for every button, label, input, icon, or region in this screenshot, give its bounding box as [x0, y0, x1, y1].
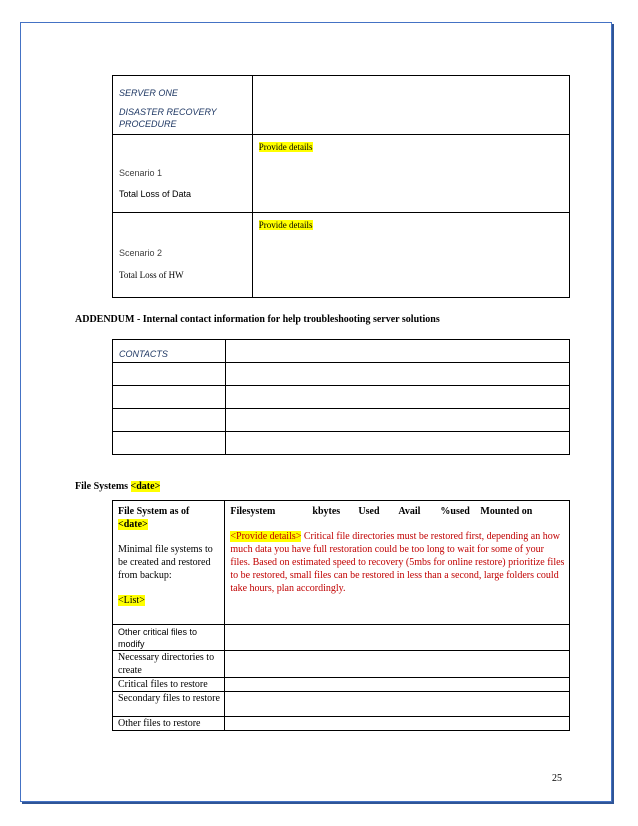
- row-secondary-files: [113, 692, 225, 717]
- server-recovery-table: [112, 75, 570, 298]
- file-system-details-cell: [225, 501, 570, 625]
- row-value: [225, 678, 570, 692]
- contacts-table: [112, 339, 570, 455]
- contact-row-value: [225, 386, 569, 409]
- scenario1-label: Scenario 1: [119, 168, 163, 178]
- file-systems-table: [112, 500, 570, 731]
- server-title-cell: [113, 76, 253, 135]
- scenario2-label: Scenario 2: [119, 248, 163, 258]
- scenario1-cell: [113, 135, 253, 213]
- provide-details-tag: <Provide details>: [230, 531, 302, 542]
- scenario2-details: Provide details: [258, 220, 313, 230]
- col-mounted-on: Mounted on: [480, 506, 533, 517]
- contact-row-name: [113, 432, 226, 455]
- procedure-title-line2: PROCEDURE: [119, 119, 177, 129]
- scenario2-cell: [113, 213, 253, 298]
- list-placeholder: <List>: [118, 595, 145, 606]
- col-used-pct: %used: [440, 506, 470, 517]
- contacts-header: CONTACTS: [119, 349, 168, 359]
- scenario1-details: Provide details: [258, 142, 313, 152]
- row-label: Critical files to restore: [118, 679, 208, 690]
- scenario2-details-cell: [252, 213, 569, 298]
- contact-row-value: [225, 432, 569, 455]
- details-text: Critical file directories must be restored first, depending an how much data you have full restoration could be too long to wait for some of your files. Based on estimated speed to recovery (5mbs for online restore) prioritize files to be restored, small files can be restored in less than a second, large folders could take hours, plan accordingly.: [230, 531, 565, 594]
- row-value: [225, 717, 570, 731]
- contact-row-name: [113, 363, 226, 386]
- row-critical-files: [113, 678, 225, 692]
- contact-row-value: [225, 409, 569, 432]
- col-avail: Avail: [398, 506, 421, 517]
- row-necessary-dirs: [113, 651, 225, 678]
- details-paragraph: [230, 530, 569, 595]
- row-label: Necessary directories to create: [118, 652, 215, 676]
- contacts-header-cell: [113, 340, 226, 363]
- file-system-as-of: File System as of: [118, 506, 190, 517]
- addendum-heading: ADDENDUM - Internal contact information for help troubleshooting server solutions: [75, 314, 440, 325]
- contacts-header-value: [225, 340, 569, 363]
- contact-row-value: [225, 363, 569, 386]
- col-kbytes: kbytes: [312, 506, 341, 517]
- col-filesystem: Filesystem: [230, 506, 276, 517]
- scenario1-details-cell: [252, 135, 569, 213]
- page-number: 25: [552, 773, 562, 784]
- server-title: SERVER ONE: [119, 88, 178, 98]
- scenario2-desc: Total Loss of HW: [119, 270, 184, 280]
- row-label: Other files to restore: [118, 718, 201, 729]
- contact-row-name: [113, 409, 226, 432]
- minimal-file-systems-text: Minimal file systems to be created and restored from backup:: [118, 544, 213, 581]
- file-system-date: <date>: [118, 519, 148, 530]
- row-other-files: [113, 717, 225, 731]
- file-systems-heading: [75, 481, 160, 492]
- contact-row-name: [113, 386, 226, 409]
- row-label: Other critical files to modify: [118, 627, 198, 649]
- row-other-critical: [113, 625, 225, 651]
- scenario1-desc: Total Loss of Data: [119, 189, 192, 199]
- filesystem-columns: [230, 505, 569, 518]
- row-value: [225, 692, 570, 717]
- row-label: Secondary files to restore: [118, 693, 220, 704]
- file-systems-title: File Systems: [75, 481, 129, 492]
- col-used: Used: [358, 506, 380, 517]
- row-value: [225, 625, 570, 651]
- file-systems-date-tag: <date>: [130, 481, 161, 492]
- server-title-value-cell: [252, 76, 569, 135]
- row-value: [225, 651, 570, 678]
- procedure-title-line1: DISASTER RECOVERY: [119, 107, 217, 117]
- file-system-left-cell: [113, 501, 225, 625]
